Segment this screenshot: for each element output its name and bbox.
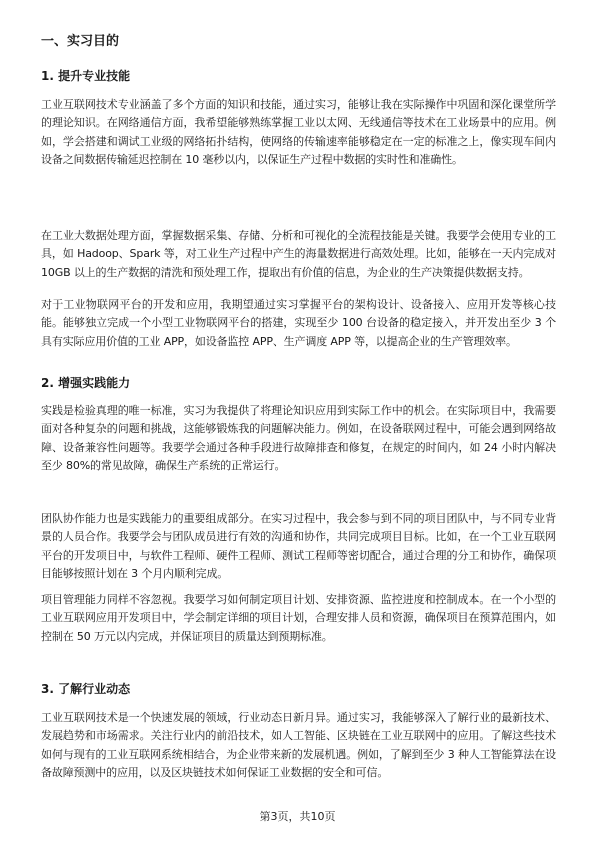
paragraph-1-2: 在工业大数据处理方面，掌握数据采集、存储、分析和可视化的全流程技能是关键。我要学会使用专业的工具，如 Hadoop、Spark 等，对工业生产过程中产生的海量数据进行高效处理。比如，能够在一天内完成对 10GB 以上的生产数据的清洗和预处理工作，提取出有价值的信息，为企业的生产决策提供数据支持。 (41, 229, 556, 279)
page-number: 第3页，共10页 (259, 810, 336, 823)
subsection-heading-3: 3. 了解行业动态 (41, 682, 131, 696)
section-title: 一、实习目的 (41, 34, 120, 49)
paragraph-2-3: 项目管理能力同样不容忽视。我要学习如何制定项目计划、安排资源、监控进度和控制成本。在一个小型的工业互联网应用开发项目中，学会制定详细的项目计划，合理安排人员和资源，确保项目在预算范围内，如控制在 50 万元以内完成，并保证项目的质量达到预期标准。 (41, 593, 556, 643)
subsection-heading-2: 2. 增强实践能力 (41, 376, 131, 390)
paragraph-1-3: 对于工业物联网平台的开发和应用，我期望通过实习掌握平台的架构设计、设备接入、应用开发等核心技能。能够独立完成一个小型工业物联网平台的搭建，实现至少 100 台设备的稳定接入，并开发出至少 3 个具有实际应用价值的工业 APP，如设备监控 APP、生产调度 APP 等，以提高企业的生产管理效率。 (41, 298, 556, 348)
subsection-heading-1: 1. 提升专业技能 (41, 69, 131, 83)
paragraph-1-1: 工业互联网技术专业涵盖了多个方面的知识和技能，通过实习，能够让我在实际操作中巩固和深化课堂所学的理论知识。在网络通信方面，我希望能够熟练掌握工业以太网、无线通信等技术在工业场景中的应用。例如，学会搭建和调试工业级的网络拓扑结构，使网络的传输速率能够稳定在一定的标准之上，像实现车间内设备之间数据传输延迟控制在 10 毫秒以内，以保证生产过程中数据的实时性和准确性。 (41, 98, 556, 166)
paragraph-2-1: 实践是检验真理的唯一标准，实习为我提供了将理论知识应用到实际工作中的机会。在实际项目中，我需要面对各种复杂的问题和挑战，这能够锻炼我的问题解决能力。例如，在设备联网过程中，可能会遇到网络故障、设备兼容性问题等。我要学会通过各种手段进行故障排查和修复，在规定的时间内，如 24 小时内解决至少 80%的常见故障，确保生产系统的正常运行。 (41, 404, 556, 472)
paragraph-2-2: 团队协作能力也是实践能力的重要组成部分。在实习过程中，我会参与到不同的项目团队中，与不同专业背景的人员合作。我要学会与团队成员进行有效的沟通和协作，共同完成项目目标。比如，在一个工业互联网平台的开发项目中，与软件工程师、硬件工程师、测试工程师等密切配合，通过合理的分工和协作，确保项目能够按照计划在 3 个月内顺利完成。 (41, 512, 556, 580)
paragraph-3-1: 工业互联网技术是一个快速发展的领域，行业动态日新月异。通过实习，我能够深入了解行业的最新技术、发展趋势和市场需求。关注行业内的前沿技术，如人工智能、区块链在工业互联网中的应用。了解这些技术如何与现有的工业互联网系统相结合，为企业带来新的发展机遇。例如，了解到至少 3 种人工智能算法在设备故障预测中的应用，以及区块链技术如何保证工业数据的安全和可信。 (41, 711, 556, 779)
